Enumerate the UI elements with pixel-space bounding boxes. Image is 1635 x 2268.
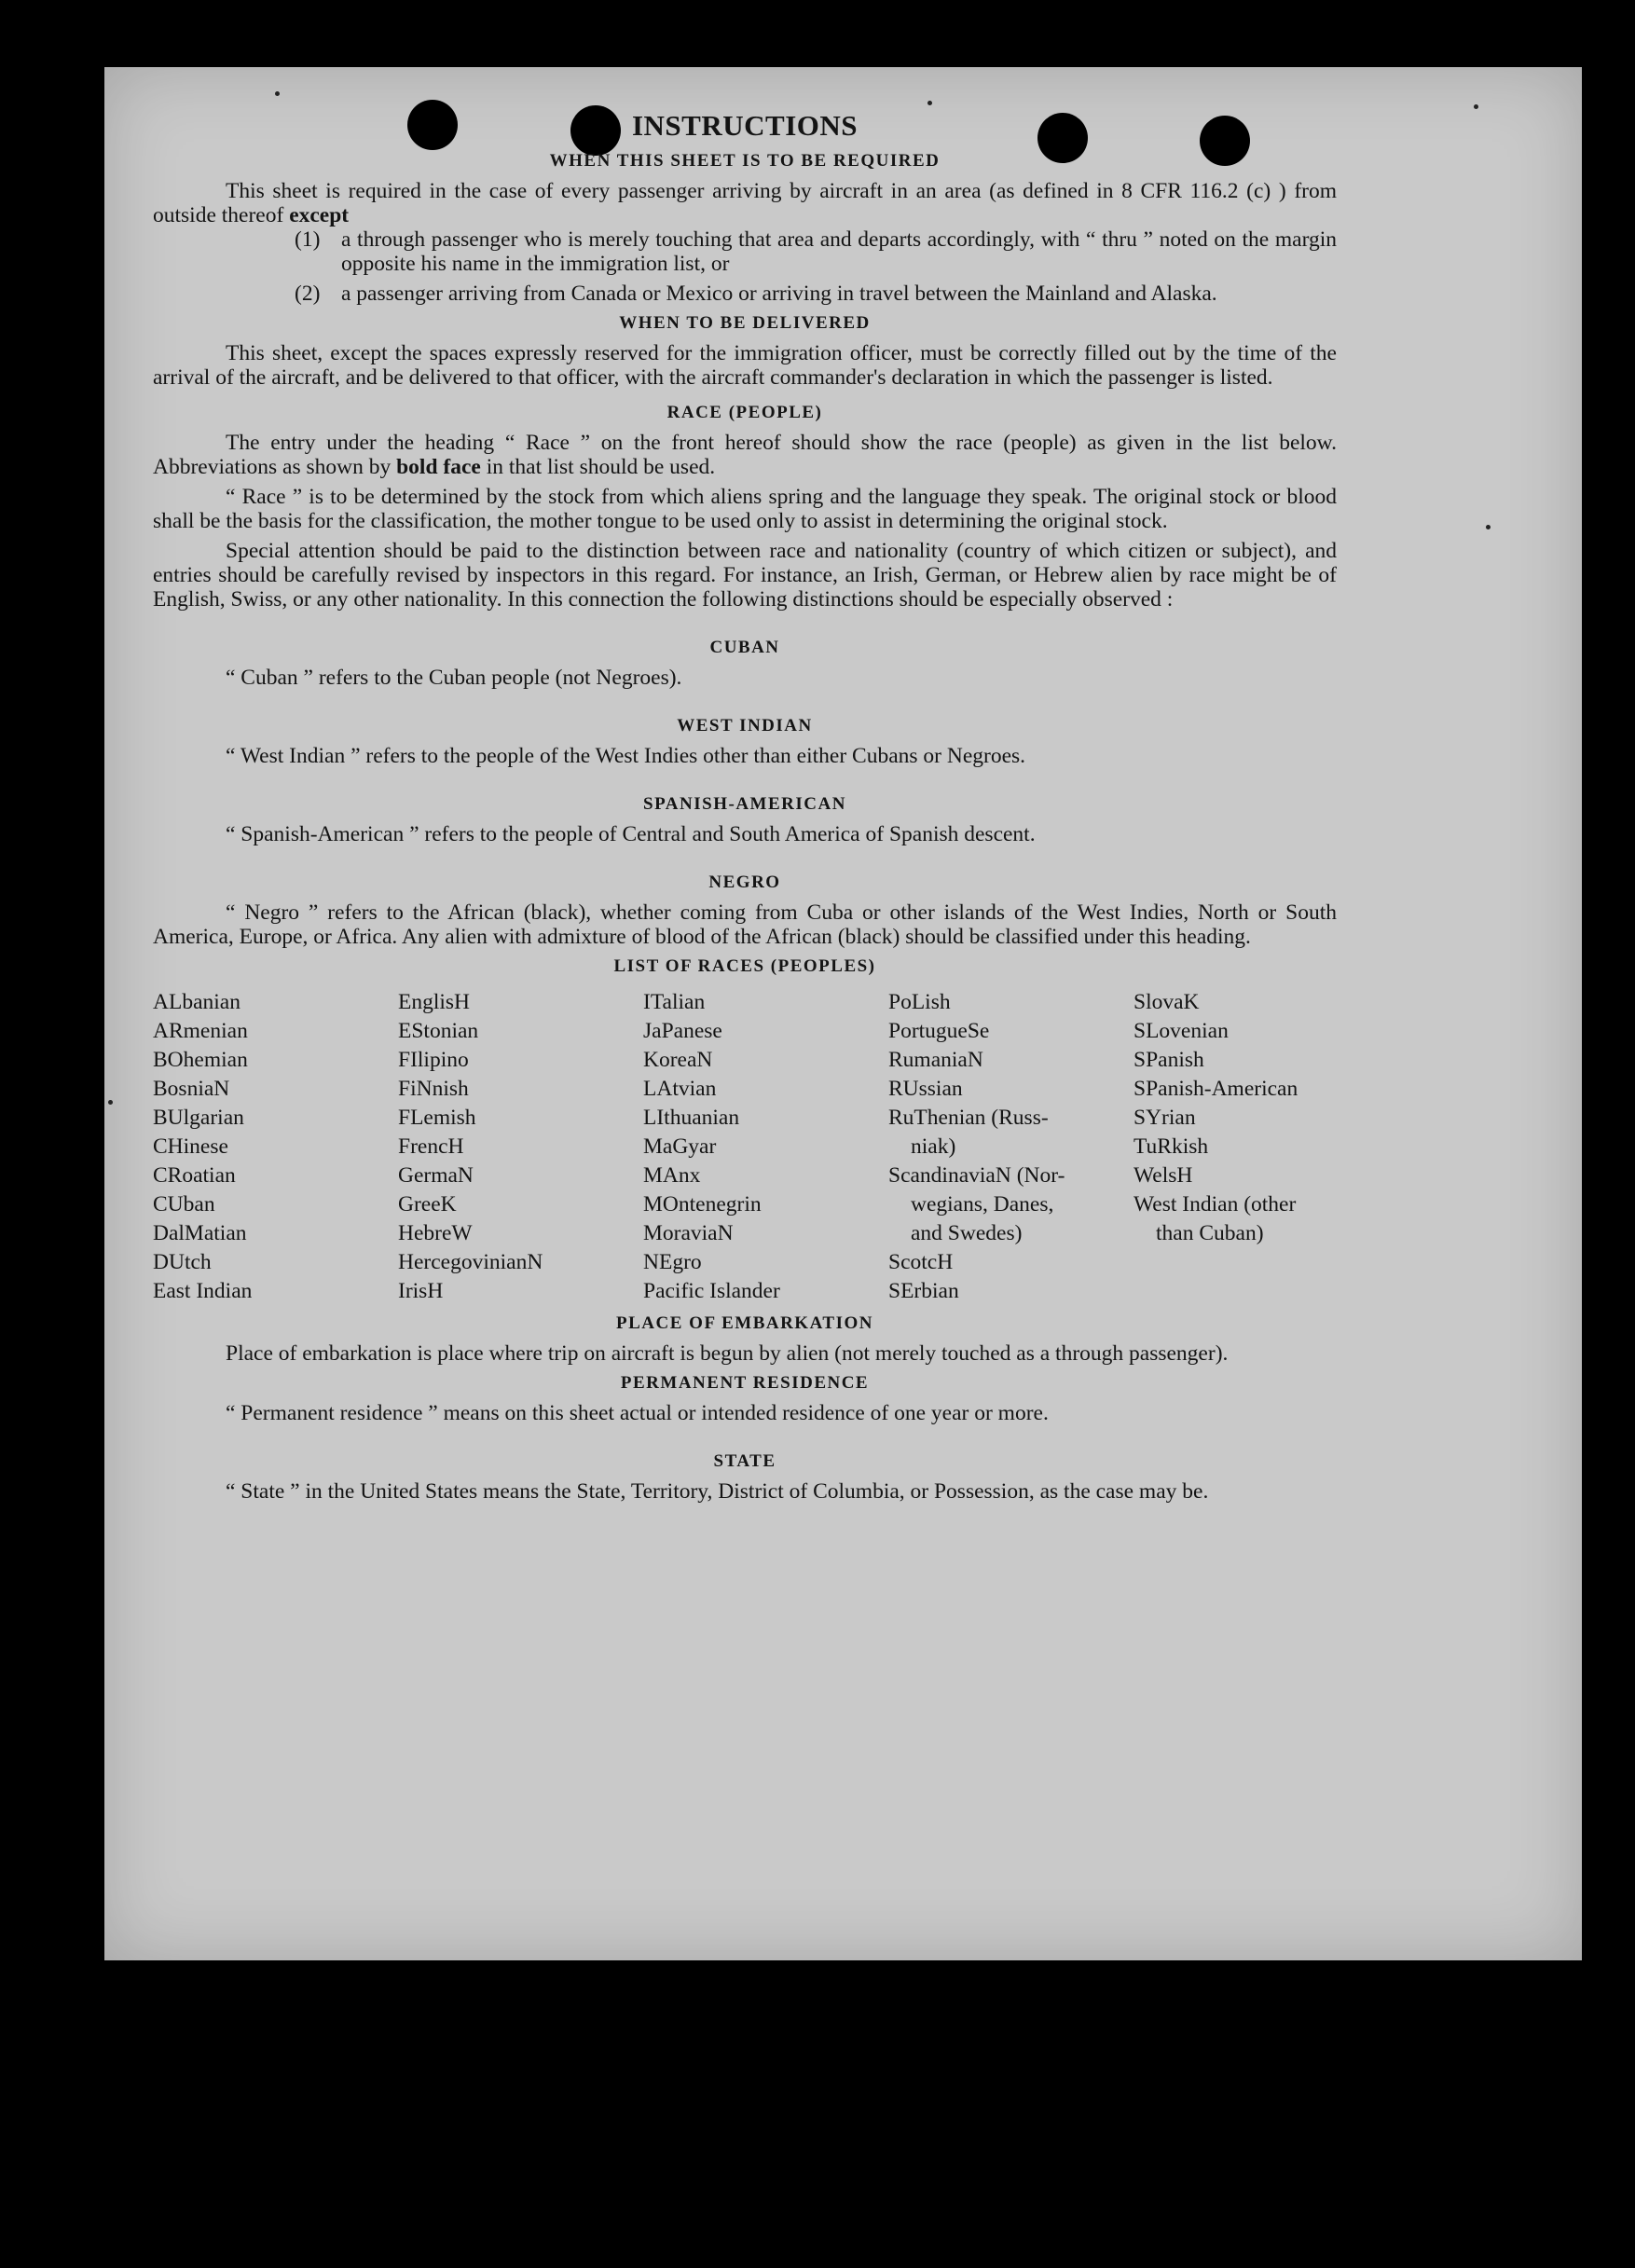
race-entry: PortugueSe <box>888 1019 990 1043</box>
dust-speck <box>108 1100 113 1105</box>
paragraph-race-2: “ Race ” is to be determined by the stock from which aliens spring and the language they speak. The original stock or blood shall be the basis for the classification, the mother tongue to be used only to assist in determining the original stock. <box>153 485 1337 533</box>
heading-state: STATE <box>713 1451 776 1471</box>
paragraph-race-3: Special attention should be paid to the distinction between race and nationality (country of which citizen or subject), and entries should be carefully revised by inspectors in this regard. For instance, an Irish, German, or Hebrew alien by race might be of English, Swiss, or any other nationality. In this connection the following distinctions should be especially observed : <box>153 539 1337 612</box>
paragraph-when-delivered: This sheet, except the spaces expressly reserved for the immigration officer, must be correctly filled out by the time of the arrival of the aircraft, and be delivered to that officer, with the aircraft commander's declaration in which the passenger is listed. <box>153 341 1337 390</box>
race-entry: PoLish <box>888 990 951 1014</box>
dust-speck <box>927 101 932 105</box>
paragraph-cuban: “ Cuban ” refers to the Cuban people (not Negroes). <box>226 666 682 690</box>
race-entry: BosniaN <box>153 1077 230 1101</box>
race-column <box>153 988 398 1306</box>
race-entry: FiNnish <box>398 1077 469 1101</box>
race-entry: FrencH <box>398 1134 464 1159</box>
dust-speck <box>1474 104 1478 109</box>
race-entry: WelsH <box>1134 1163 1193 1188</box>
race-list <box>153 988 1337 1306</box>
race-entry: BUlgarian <box>153 1106 244 1130</box>
race-entry: RumaniaN <box>888 1048 983 1072</box>
heading-spanish-american: SPANISH-AMERICAN <box>643 794 846 814</box>
race-entry: EnglisH <box>398 990 471 1014</box>
race-entry: DalMatian <box>153 1221 247 1245</box>
race-entry: JaPanese <box>643 1019 722 1043</box>
paragraph-west-indian: “ West Indian ” refers to the people of the West Indies other than either Cubans or Negroes. <box>226 744 1026 768</box>
race-entry: West Indian (other <box>1134 1192 1297 1216</box>
paragraph-spanish-american: “ Spanish-American ” refers to the people of Central and South America of Spanish descent. <box>226 822 1036 846</box>
race-entry: ITalian <box>643 990 706 1014</box>
paragraph-race-1: The entry under the heading “ Race ” on the front hereof should show the race (people) as given in the list below. Abbreviations as shown by bold face in that list should be used. <box>153 431 1337 479</box>
paragraph-embarkation: Place of embarkation is place where trip on aircraft is begun by alien (not merely touched as a through passenger). <box>226 1341 1229 1366</box>
race-entry: SLovenian <box>1134 1019 1229 1043</box>
race-entry: East Indian <box>153 1279 253 1303</box>
race-entry: ScotcH <box>888 1250 954 1274</box>
paragraph-state: “ State ” in the United States means the State, Territory, District of Columbia, or Possession, as the case may be. <box>226 1479 1209 1504</box>
race-entry-continued: niak) <box>911 1134 956 1159</box>
race-entry: ScandinaviaN (Nor- <box>888 1163 1065 1188</box>
race-column <box>398 988 643 1306</box>
race-entry: Pacific Islander <box>643 1279 780 1303</box>
race-entry: LAtvian <box>643 1077 717 1101</box>
heading-negro: NEGRO <box>708 873 781 892</box>
race-entry: MaGyar <box>643 1134 717 1159</box>
heading-cuban: CUBAN <box>709 638 780 657</box>
heading-when-delivered: WHEN TO BE DELIVERED <box>619 313 871 333</box>
race-entry: FLemish <box>398 1106 476 1130</box>
race-entry: ALbanian <box>153 990 240 1014</box>
exception-item: (2) a passenger arriving from Canada or Mexico or arriving in travel between the Mainland and Alaska. <box>295 282 1217 306</box>
race-entry: CRoatian <box>153 1163 236 1188</box>
race-column <box>888 988 1134 1306</box>
race-entry: CHinese <box>153 1134 228 1159</box>
paragraph-negro: “ Negro ” refers to the African (black), whether coming from Cuba or other islands of the West Indies, North or South America, Europe, or Africa. Any alien with admixture of blood of the African (black) should be classified under this heading. <box>153 900 1337 949</box>
race-entry: DUtch <box>153 1250 212 1274</box>
race-entry: CUban <box>153 1192 215 1216</box>
dust-speck <box>275 91 280 96</box>
heading-when-required: WHEN THIS SHEET IS TO BE REQUIRED <box>549 151 941 171</box>
race-entry: HercegovinianN <box>398 1250 543 1274</box>
race-entry: GreeK <box>398 1192 457 1216</box>
race-entry: BOhemian <box>153 1048 248 1072</box>
instructions-content <box>153 108 1337 1504</box>
dust-speck <box>1486 525 1491 529</box>
race-entry: SErbian <box>888 1279 959 1303</box>
heading-list-of-races: LIST OF RACES (PEOPLES) <box>613 956 876 976</box>
race-entry: SlovaK <box>1134 990 1200 1014</box>
exception-item: (1) a through passenger who is merely touching that area and departs accordingly, with “ thru ” noted on the margin opposite his name in the immigration list, or <box>295 227 1337 276</box>
race-entry: LIthuanian <box>643 1106 740 1130</box>
heading-west-indian: WEST INDIAN <box>677 716 813 735</box>
race-entry: MAnx <box>643 1163 701 1188</box>
race-entry: SPanish <box>1134 1048 1204 1072</box>
race-entry: KoreaN <box>643 1048 713 1072</box>
heading-embarkation: PLACE OF EMBARKATION <box>616 1313 873 1333</box>
race-entry: GermaN <box>398 1163 474 1188</box>
race-column <box>1134 988 1379 1306</box>
race-entry: IrisH <box>398 1279 444 1303</box>
paragraph-when-required: This sheet is required in the case of every passenger arriving by aircraft in an area (as defined in 8 CFR 116.2 (c) ) from outside thereof except <box>153 179 1337 227</box>
race-entry: EStonian <box>398 1019 479 1043</box>
race-entry: SYrian <box>1134 1106 1196 1130</box>
race-entry: MOntenegrin <box>643 1192 762 1216</box>
page-title: INSTRUCTIONS <box>631 109 858 142</box>
race-entry-continued: wegians, Danes, <box>911 1192 1054 1216</box>
race-entry: HebreW <box>398 1221 473 1245</box>
paragraph-permanent-residence: “ Permanent residence ” means on this sheet actual or intended residence of one year or more. <box>226 1401 1049 1425</box>
race-entry: TuRkish <box>1134 1134 1209 1159</box>
heading-race: RACE (PEOPLE) <box>666 403 823 422</box>
race-entry: RUssian <box>888 1077 963 1101</box>
race-entry-continued: and Swedes) <box>911 1221 1023 1245</box>
race-column <box>643 988 888 1306</box>
race-entry: MoraviaN <box>643 1221 734 1245</box>
heading-permanent-residence: PERMANENT RESIDENCE <box>620 1373 870 1393</box>
race-entry-continued: than Cuban) <box>1156 1221 1264 1245</box>
race-entry: FIlipino <box>398 1048 469 1072</box>
race-entry: SPanish-American <box>1134 1077 1298 1101</box>
race-entry: ARmenian <box>153 1019 248 1043</box>
race-entry: RuThenian (Russ- <box>888 1106 1049 1130</box>
race-entry: NEgro <box>643 1250 702 1274</box>
